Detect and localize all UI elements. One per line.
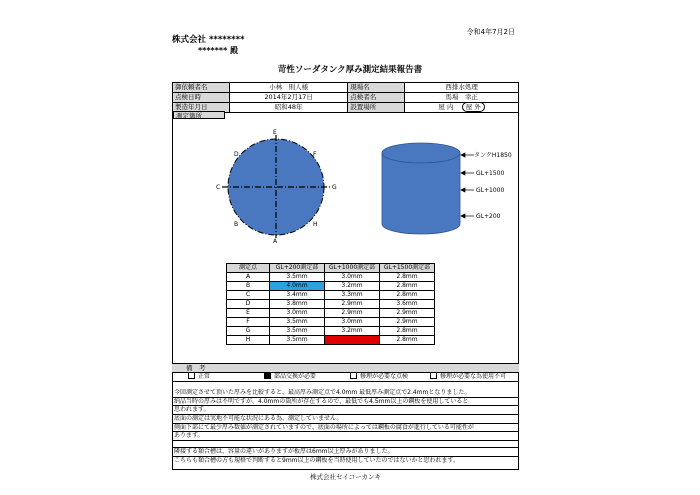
cell-gl1000: 3.2mm	[325, 282, 380, 291]
note-line: 今回測定させて頂いた厚みを比較すると、最高厚み測定点で4.0mm 最低厚み測定点で2.4mmとなりました。	[172, 389, 519, 398]
inspector-label: 点検者名	[348, 93, 405, 103]
cell-gl1000-min: 2.4mm	[325, 336, 380, 345]
checkbox-icon[interactable]	[430, 372, 437, 379]
table-row	[227, 336, 435, 345]
table-row	[227, 282, 435, 291]
cell-gl1000: 3.0mm	[325, 318, 380, 327]
checkbox-icon[interactable]	[188, 372, 195, 379]
location-indoor: 屋 内	[438, 103, 454, 111]
cell-gl1500: 3.6mm	[380, 300, 435, 309]
option-repair-inspection[interactable]	[350, 372, 408, 381]
measurement-points-label: 測定箇所	[173, 111, 225, 119]
table-row	[227, 309, 435, 318]
cell-gl1500: 2.8mm	[380, 291, 435, 300]
info-table	[172, 82, 519, 113]
measurement-table	[226, 263, 435, 345]
cell-gl1500: 2.8mm	[380, 327, 435, 336]
cell-point: F	[227, 318, 270, 327]
option-label: 修理が必要な点検	[360, 373, 409, 380]
cell-gl200: 3.5mm	[270, 318, 325, 327]
cell-gl1000: 2.9mm	[325, 309, 380, 318]
cell-gl200: 3.5mm	[270, 327, 325, 336]
note-line: 隣接する類合槽は、容量の違いがありますが板厚は6mm以上厚みがありました。	[172, 448, 519, 457]
point-label-f: F	[313, 151, 317, 158]
location-label: 設置場所	[348, 103, 405, 113]
location-value	[405, 103, 519, 113]
point-label-h: H	[313, 221, 318, 228]
cell-point: D	[227, 300, 270, 309]
cell-point: H	[227, 336, 270, 345]
point-label-e: E	[273, 129, 277, 136]
cell-gl1000: 3.2mm	[325, 327, 380, 336]
header-gl1500: GL+1500測定部	[380, 264, 435, 273]
tank-side-view	[382, 143, 460, 234]
note-line: 納品当時の厚みは不明ですが、4.0mmの箇所が存在するので、最低でも4.5mm以上の鋼板を使用していると	[172, 398, 519, 407]
cell-point: C	[227, 291, 270, 300]
cell-gl1500: 2.8mm	[380, 273, 435, 282]
cell-gl1500: 2.9mm	[380, 318, 435, 327]
cell-gl200: 3.5mm	[270, 336, 325, 345]
cell-point: E	[227, 309, 270, 318]
cell-gl1500: 2.8mm	[380, 336, 435, 345]
status-checkboxes	[172, 372, 519, 382]
header-gl200: GL+200測定部	[270, 264, 325, 273]
checkbox-checked-icon[interactable]	[264, 372, 271, 379]
cell-point: B	[227, 282, 270, 291]
table-row	[227, 327, 435, 336]
gl200-label: GL+200	[476, 213, 501, 220]
table-row	[227, 291, 435, 300]
point-label-b: B	[234, 221, 239, 228]
site-value: 西排水処理	[405, 83, 519, 93]
location-outdoor: 屋 外	[462, 102, 485, 112]
note-spacer	[172, 441, 519, 448]
gl1000-label: GL+1000	[476, 187, 505, 194]
header-point: 測定点	[227, 264, 270, 273]
client-label: 御依頼者名	[173, 83, 230, 93]
note-line: 底面の測定は実地不可能な状況にある為、測定していません。	[172, 415, 519, 424]
table-row	[227, 318, 435, 327]
gl1500-label: GL+1500	[476, 170, 505, 177]
cell-gl200: 3.4mm	[270, 291, 325, 300]
cell-gl1000: 3.3mm	[325, 291, 380, 300]
cell-point: G	[227, 327, 270, 336]
header-gl1000: GL+1000測定部	[325, 264, 380, 273]
mfg-value: 昭和48年	[230, 103, 348, 113]
checkbox-icon[interactable]	[350, 372, 357, 379]
point-label-a: A	[273, 238, 278, 245]
cell-gl200: 3.5mm	[270, 273, 325, 282]
client-value: 小林 則人様	[230, 83, 348, 93]
cell-gl1000: 3.0mm	[325, 273, 380, 282]
date-label: 点検日時	[173, 93, 230, 103]
option-label: 修理が必要な為使用不可	[440, 373, 507, 380]
remarks-notes	[172, 389, 519, 465]
option-normal[interactable]	[188, 372, 210, 381]
point-label-c: C	[216, 184, 221, 191]
cell-gl1500: 2.9mm	[380, 309, 435, 318]
site-label: 現場名	[348, 83, 405, 93]
note-line: 思われます。	[172, 406, 519, 415]
report-date: 令和4年7月2日	[466, 28, 515, 36]
date-value: 2014年2月17日	[230, 93, 348, 103]
tank-height-label: タンクH1850	[474, 152, 512, 159]
report-title: 苛性ソーダタンク厚み測定結果報告書	[277, 65, 423, 75]
option-repair-unusable[interactable]	[430, 372, 506, 381]
cell-gl200: 3.8mm	[270, 300, 325, 309]
mfg-label: 製造年月日	[173, 103, 230, 113]
footer-company: 株式会社セイコーカンキ	[310, 473, 381, 481]
option-label: 部品交換が必要	[274, 373, 317, 380]
cell-point: A	[227, 273, 270, 282]
option-label: 正常	[198, 373, 211, 380]
table-row	[227, 300, 435, 309]
option-parts-replacement[interactable]	[264, 372, 316, 381]
note-line: 側面下部にて最少厚み数値が測定されていますので、底面の場所によっては鋼板の腐食が進行している可能性が	[172, 424, 519, 433]
point-label-d: D	[234, 151, 239, 158]
cell-gl1000: 2.9mm	[325, 300, 380, 309]
addressee-company: 株式会社 ********	[172, 35, 245, 45]
remarks-heading-label: 備 考	[186, 364, 206, 372]
inspector-value: 馬場 幸正	[405, 93, 519, 103]
point-label-g: G	[332, 184, 337, 191]
note-line: こちらも類合槽の方も規格で判断すると9mm以上の鋼板を当時使用していたのではないかと思われます。	[174, 456, 460, 464]
measurement-diagram	[172, 120, 519, 260]
cell-gl1500: 2.8mm	[380, 282, 435, 291]
table-row	[227, 273, 435, 282]
addressee-name: ******* 殿	[198, 46, 239, 55]
cell-gl200-max: 4.0mm	[270, 282, 325, 291]
note-line: あります。	[172, 432, 519, 441]
cell-gl200: 3.0mm	[270, 309, 325, 318]
